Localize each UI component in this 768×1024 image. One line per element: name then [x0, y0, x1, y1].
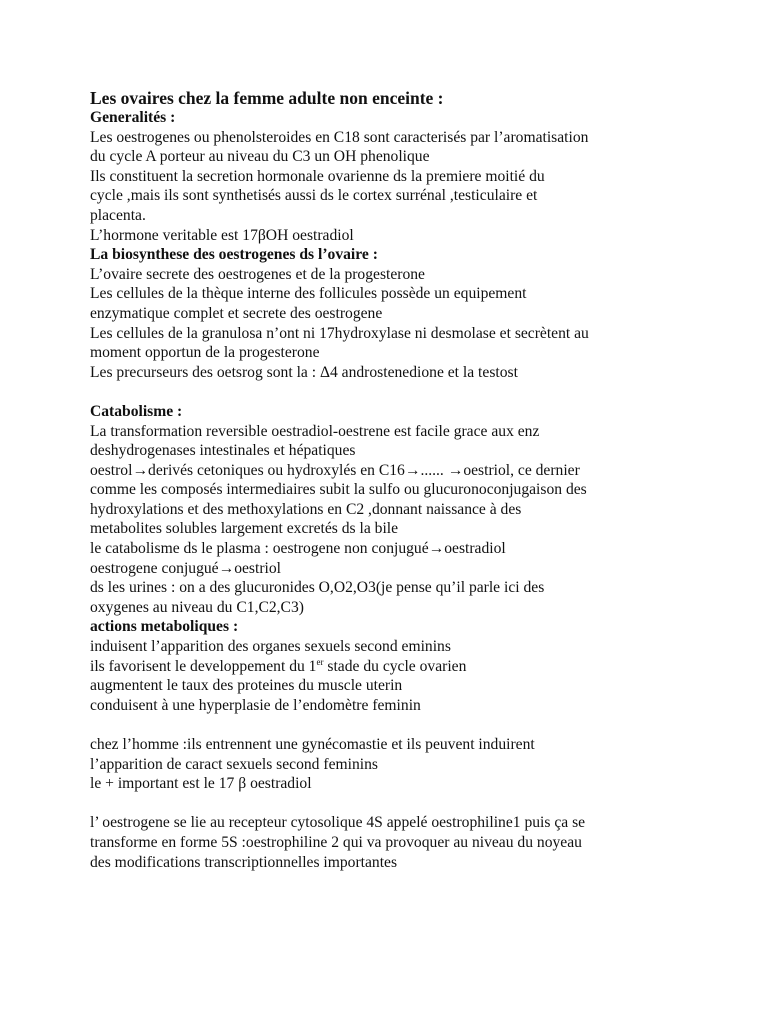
- blank-line: [90, 794, 690, 814]
- paragraph-line: La transformation reversible oestradiol-oestrene est facile grace aux enz: [90, 422, 540, 440]
- paragraph-line: ds les urines : on a des glucuronides O,O2,O3(je pense qu’il parle ici des: [90, 579, 545, 597]
- section-heading-actions: actions metaboliques :: [90, 618, 239, 636]
- paragraph-line: transforme en forme 5S :oestrophiline 2 qui va provoquer au niveau du noyeau: [90, 833, 582, 851]
- paragraph-line: oestrogene conjugué→oestriol: [90, 559, 281, 577]
- paragraph-line: hydroxylations et des methoxylations en C2 ,donnant naissance à des: [90, 500, 522, 518]
- paragraph-line: Les cellules de la thèque interne des follicules possède un equipement: [90, 285, 527, 303]
- paragraph-line: chez l’homme :ils entrennent une gynécomastie et ils peuvent induirent: [90, 736, 535, 753]
- paragraph-line: enzymatique complet et secrete des oestrogene: [90, 304, 383, 322]
- paragraph-line: induisent l’apparition des organes sexuels second eminins: [90, 638, 451, 656]
- paragraph-line: Les precurseurs des oetsrog sont la : Δ4 androstenedione et la testost: [90, 363, 518, 381]
- paragraph-line: oestrol→derivés cetoniques ou hydroxylés en C16→...... →oestriol, ce dernier: [90, 461, 580, 479]
- paragraph-line: le catabolisme ds le plasma : oestrogene non conjugué→oestradiol: [90, 540, 506, 558]
- paragraph-line: comme les composés intermediaires subit la sulfo ou glucuronoconjugaison des: [90, 481, 587, 499]
- section-heading-catabolisme: Catabolisme :: [90, 402, 183, 420]
- paragraph-line: conduisent à une hyperplasie de l’endomètre feminin: [90, 696, 421, 714]
- paragraph-line: augmentent le taux des proteines du muscle uterin: [90, 677, 403, 695]
- line-text: stade du cycle ovarien: [323, 657, 467, 675]
- blank-line: [90, 715, 690, 735]
- paragraph-line: l’ oestrogene se lie au recepteur cytosolique 4S appelé oestrophiline1 puis ça se: [90, 814, 586, 832]
- paragraph-line: L’hormone veritable est 17βOH oestradiol: [90, 226, 354, 244]
- paragraph-line: l’apparition de caract sexuels second feminins: [90, 755, 378, 773]
- paragraph-line: des modifications transcriptionnelles importantes: [90, 853, 398, 871]
- paragraph-line: metabolites solubles largement excretés ds la bile: [90, 520, 399, 538]
- paragraph-line: L’ovaire secrete des oestrogenes et de la progesterone: [90, 265, 425, 283]
- section-heading-biosynthese: La biosynthese des oestrogenes ds l’ovaire :: [90, 246, 378, 264]
- paragraph-line: le + important est le 17 β oestradiol: [90, 775, 312, 793]
- document-title: Les ovaires chez la femme adulte non enceinte :: [90, 88, 444, 108]
- blank-line: [90, 382, 690, 402]
- section-heading-generalites: Generalités :: [90, 109, 176, 126]
- paragraph-line: Ils constituent la secretion hormonale ovarienne ds la premiere moitié du: [90, 167, 545, 185]
- line-text: ils favorisent le developpement du 1: [90, 657, 317, 675]
- superscript: er: [316, 656, 324, 667]
- document-page: [90, 88, 690, 872]
- paragraph-line: Les oestrogenes ou phenolsteroides en C18 sont caracterisés par l’aromatisation: [90, 128, 589, 146]
- paragraph-line: du cycle A porteur au niveau du C3 un OH phenolique: [90, 148, 430, 166]
- paragraph-line: placenta.: [90, 206, 146, 224]
- paragraph-line: oxygenes au niveau du C1,C2,C3): [90, 598, 304, 616]
- paragraph-line: Les cellules de la granulosa n’ont ni 17hydroxylase ni desmolase et secrètent au: [90, 324, 589, 342]
- paragraph-line: moment opportun de la progesterone: [90, 344, 320, 362]
- paragraph-line: deshydrogenases intestinales et hépatiques: [90, 442, 356, 460]
- paragraph-line: [90, 657, 690, 677]
- paragraph-line: cycle ,mais ils sont synthetisés aussi ds le cortex surrénal ,testiculaire et: [90, 187, 538, 205]
